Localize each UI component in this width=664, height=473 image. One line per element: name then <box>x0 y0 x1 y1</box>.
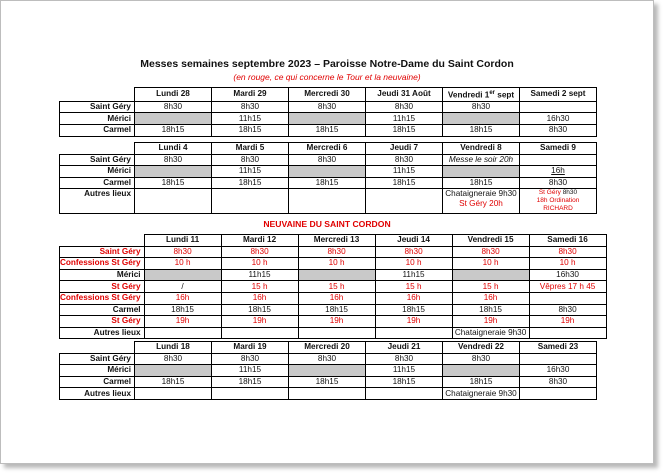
time-cell: 18h15 <box>144 304 221 316</box>
time-cell: 18h15 <box>443 177 520 189</box>
time-cell: 8h30 <box>289 353 366 365</box>
time-cell: 11h15 <box>366 113 443 125</box>
empty-grey-cell <box>135 365 212 377</box>
time-cell: 18h15 <box>289 376 366 388</box>
corner-cell <box>60 143 135 155</box>
empty-grey-cell <box>298 269 375 281</box>
time-cell: 15 h <box>375 281 452 293</box>
table-header-row <box>60 235 607 247</box>
empty-grey-cell <box>135 166 212 178</box>
time-cell: 16h <box>520 166 597 178</box>
time-cell <box>289 388 366 400</box>
time-cell: 8h30 <box>212 154 289 166</box>
time-cell: 18h15 <box>212 177 289 189</box>
time-cell: 18h15 <box>443 376 520 388</box>
table-row <box>60 327 607 339</box>
empty-grey-cell <box>443 166 520 178</box>
empty-grey-cell <box>289 365 366 377</box>
time-cell: 18h15 <box>135 124 212 136</box>
row-label: Saint Géry <box>60 353 135 365</box>
table-row <box>60 101 597 113</box>
schedule-week-2 <box>59 142 597 214</box>
time-cell <box>520 101 597 113</box>
table-row <box>60 365 597 377</box>
time-cell: 10 h <box>529 258 606 270</box>
time-cell <box>212 388 289 400</box>
time-cell: 10 h <box>221 258 298 270</box>
time-cell: 8h30 <box>443 353 520 365</box>
day-header: Vendredi 8 <box>443 143 520 155</box>
time-cell: 8h30 <box>520 124 597 136</box>
day-header: Mardi 19 <box>212 342 289 354</box>
row-label: Saint Géry <box>60 101 135 113</box>
autres-lieux-cell <box>520 189 597 214</box>
autres-entry: RICHARD <box>543 205 573 213</box>
time-cell: 8h30 <box>221 246 298 258</box>
time-cell <box>212 189 289 214</box>
time-cell: 10 h <box>452 258 529 270</box>
day-header: Samedi 16 <box>529 235 606 247</box>
table-row <box>60 353 597 365</box>
day-header: Samedi 2 sept <box>520 88 597 102</box>
time-cell: 10 h <box>144 258 221 270</box>
time-cell: 18h15 <box>452 304 529 316</box>
table-row <box>60 376 597 388</box>
time-cell <box>135 388 212 400</box>
empty-grey-cell <box>443 365 520 377</box>
time-cell: 19h <box>221 316 298 328</box>
time-cell <box>289 189 366 214</box>
time-cell: 8h30 <box>529 304 606 316</box>
row-label: Autres lieux <box>60 327 145 339</box>
time-cell: 16h <box>221 292 298 304</box>
time-cell: 8h30 <box>443 101 520 113</box>
time-cell <box>520 353 597 365</box>
time-cell: 19h <box>452 316 529 328</box>
table-row <box>60 189 597 214</box>
table-row <box>60 246 607 258</box>
time-cell <box>221 327 298 339</box>
time-cell: 8h30 <box>366 101 443 113</box>
day-header: Jeudi 7 <box>366 143 443 155</box>
time-cell: Messe le soir 20h <box>443 154 520 166</box>
empty-grey-cell <box>289 113 366 125</box>
row-label: Mérici <box>60 113 135 125</box>
empty-grey-cell <box>135 113 212 125</box>
table-row <box>60 258 607 270</box>
day-header: Samedi 9 <box>520 143 597 155</box>
corner-cell <box>60 235 145 247</box>
page-title: Messes semaines septembre 2023 – Paroisse Notre-Dame du Saint Cordon <box>140 58 514 70</box>
day-header: Jeudi 31 Août <box>366 88 443 102</box>
autres-entry: 18h Ordination <box>536 197 580 205</box>
empty-grey-cell <box>144 269 221 281</box>
time-cell: 16h30 <box>520 113 597 125</box>
time-cell <box>529 327 606 339</box>
empty-grey-cell <box>289 166 366 178</box>
table-row <box>60 292 607 304</box>
row-label: Confessions St Géry <box>60 258 145 270</box>
day-header: Mardi 5 <box>212 143 289 155</box>
row-label: Carmel <box>60 304 145 316</box>
table-row <box>60 177 597 189</box>
time-cell: 18h15 <box>135 177 212 189</box>
time-cell: 11h15 <box>212 113 289 125</box>
day-header: Lundi 18 <box>135 342 212 354</box>
schedule-week-4 <box>59 341 597 400</box>
time-cell <box>298 327 375 339</box>
time-cell <box>366 388 443 400</box>
time-cell: 8h30 <box>144 246 221 258</box>
autres-entry: Chataigneraie 9h30 <box>445 189 517 199</box>
corner-cell <box>60 342 135 354</box>
time-cell: 18h15 <box>366 124 443 136</box>
empty-grey-cell <box>443 113 520 125</box>
day-header: Mardi 12 <box>221 235 298 247</box>
row-label: Mérici <box>60 269 145 281</box>
time-cell: 16h30 <box>529 269 606 281</box>
time-cell: 15 h <box>221 281 298 293</box>
time-cell: 15 h <box>298 281 375 293</box>
time-cell: 8h30 <box>520 376 597 388</box>
time-cell: 8h30 <box>366 353 443 365</box>
schedule-week-1 <box>59 87 597 137</box>
time-cell: 11h15 <box>366 166 443 178</box>
day-header: Vendredi 22 <box>443 342 520 354</box>
time-cell: 8h30 <box>520 177 597 189</box>
day-header: Jeudi 21 <box>366 342 443 354</box>
page-subtitle: (en rouge, ce qui concerne le Tour et la neuvaine) <box>233 72 421 82</box>
row-label: Autres lieux <box>60 189 135 214</box>
time-cell: 18h15 <box>375 304 452 316</box>
day-header: Vendredi 15 <box>452 235 529 247</box>
time-cell: 15 h <box>452 281 529 293</box>
table-header-row <box>60 342 597 354</box>
time-cell: 18h15 <box>289 124 366 136</box>
autres-lieux-cell <box>443 189 520 214</box>
time-cell: 19h <box>375 316 452 328</box>
empty-grey-cell <box>452 269 529 281</box>
corner-cell <box>60 88 135 102</box>
row-label: Mérici <box>60 166 135 178</box>
day-header: Mercredi 13 <box>298 235 375 247</box>
table-row <box>60 316 607 328</box>
time-cell <box>135 189 212 214</box>
time-cell: 16h <box>375 292 452 304</box>
time-cell: 16h <box>298 292 375 304</box>
row-label: Carmel <box>60 376 135 388</box>
day-header: Samedi 23 <box>520 342 597 354</box>
time-cell <box>375 327 452 339</box>
row-label: Saint Géry <box>60 246 145 258</box>
day-header: Lundi 4 <box>135 143 212 155</box>
row-label: Saint Géry <box>60 154 135 166</box>
time-cell: 8h30 <box>135 353 212 365</box>
table-row <box>60 304 607 316</box>
autres-entry: St Géry 8h30 <box>538 189 578 197</box>
time-cell: 18h15 <box>366 177 443 189</box>
time-cell: 8h30 <box>212 353 289 365</box>
time-cell <box>520 154 597 166</box>
day-header: Lundi 11 <box>144 235 221 247</box>
neuvaine-heading: NEUVAINE DU SAINT CORDON <box>263 219 391 229</box>
time-cell: 8h30 <box>529 246 606 258</box>
time-cell: 11h15 <box>212 166 289 178</box>
time-cell: 8h30 <box>212 101 289 113</box>
table-header-row <box>60 143 597 155</box>
time-cell: 8h30 <box>375 246 452 258</box>
time-cell: / <box>144 281 221 293</box>
row-label: St Géry <box>60 281 145 293</box>
time-cell: 8h30 <box>289 154 366 166</box>
table-header-row <box>60 88 597 102</box>
table-row <box>60 154 597 166</box>
time-cell: 18h15 <box>221 304 298 316</box>
time-cell: 8h30 <box>135 101 212 113</box>
time-cell <box>529 292 606 304</box>
time-cell: 18h15 <box>212 124 289 136</box>
time-cell <box>366 189 443 214</box>
day-header: Mercredi 30 <box>289 88 366 102</box>
table-row <box>60 281 607 293</box>
time-cell: 18h15 <box>289 177 366 189</box>
row-label: Carmel <box>60 177 135 189</box>
day-header: Mercredi 20 <box>289 342 366 354</box>
time-cell: 11h15 <box>212 365 289 377</box>
time-cell: Vêpres 17 h 45 <box>529 281 606 293</box>
time-cell: 18h15 <box>443 124 520 136</box>
time-cell: 19h <box>529 316 606 328</box>
time-cell: 16h <box>452 292 529 304</box>
time-cell <box>520 388 597 400</box>
schedule-week-3 <box>59 234 607 339</box>
time-cell: 11h15 <box>375 269 452 281</box>
time-cell: Chataigneraie 9h30 <box>452 327 529 339</box>
day-header: Vendredi 1er sept <box>443 88 520 102</box>
day-header: Mercredi 6 <box>289 143 366 155</box>
table-row <box>60 269 607 281</box>
time-cell: 10 h <box>298 258 375 270</box>
time-cell: Chataigneraie 9h30 <box>443 388 520 400</box>
time-cell: 18h15 <box>298 304 375 316</box>
table-row <box>60 388 597 400</box>
table-row <box>60 113 597 125</box>
row-label: Confessions St Géry <box>60 292 145 304</box>
autres-entry: St Géry 20h <box>459 199 503 209</box>
table-row <box>60 124 597 136</box>
day-header: Lundi 28 <box>135 88 212 102</box>
time-cell: 18h15 <box>212 376 289 388</box>
time-cell: 8h30 <box>135 154 212 166</box>
time-cell: 11h15 <box>221 269 298 281</box>
time-cell: 19h <box>144 316 221 328</box>
time-cell: 18h15 <box>366 376 443 388</box>
time-cell: 16h30 <box>520 365 597 377</box>
time-cell: 8h30 <box>366 154 443 166</box>
time-cell: 19h <box>298 316 375 328</box>
row-label: Autres lieux <box>60 388 135 400</box>
time-cell: 8h30 <box>452 246 529 258</box>
time-cell: 11h15 <box>366 365 443 377</box>
time-cell: 16h <box>144 292 221 304</box>
row-label: Mérici <box>60 365 135 377</box>
day-header: Jeudi 14 <box>375 235 452 247</box>
time-cell: 18h15 <box>135 376 212 388</box>
time-cell: 10 h <box>375 258 452 270</box>
table-row <box>60 166 597 178</box>
row-label: St Géry <box>60 316 145 328</box>
time-cell: 8h30 <box>289 101 366 113</box>
time-cell: 8h30 <box>298 246 375 258</box>
time-cell <box>144 327 221 339</box>
row-label: Carmel <box>60 124 135 136</box>
day-header: Mardi 29 <box>212 88 289 102</box>
